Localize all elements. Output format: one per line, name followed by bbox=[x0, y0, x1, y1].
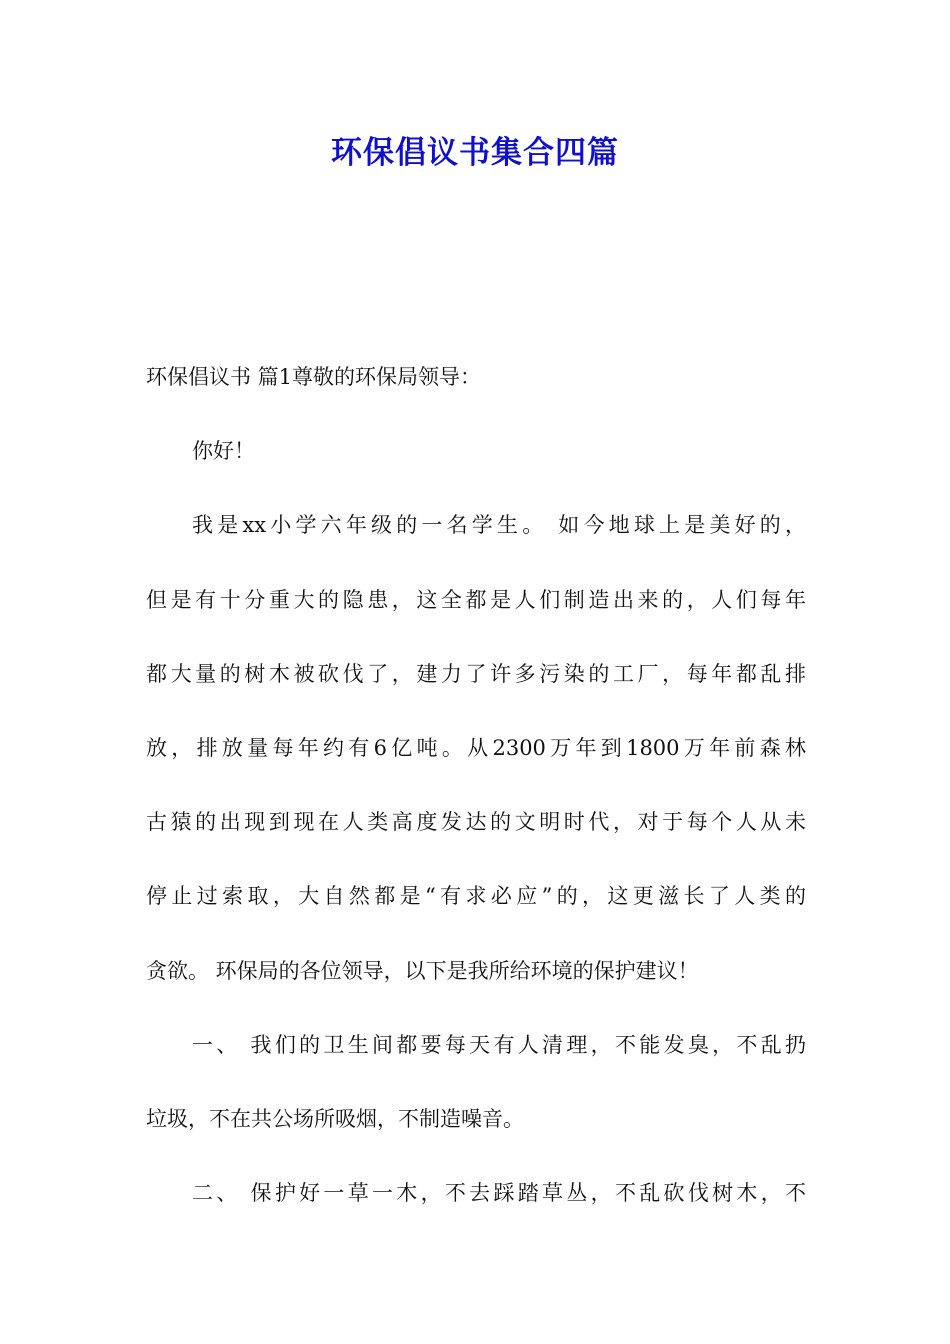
body-line: 停止过索取，大自然都是“有求必应”的，这更滋长了人类的 bbox=[146, 884, 806, 909]
body-line: 古猿的出现到现在人类高度发达的文明时代，对于每个人从未 bbox=[146, 810, 806, 835]
body-line: 都大量的树木被砍伐了，建力了许多污染的工厂，每年都乱排 bbox=[146, 661, 806, 686]
body-line-greeting: 你好！ bbox=[192, 439, 255, 464]
body-line: 放，排放量每年约有6亿吨。从2300万年到1800万年前森林 bbox=[146, 735, 806, 760]
body-line-item-two: 二、 保护好一草一木，不去踩踏草丛，不乱砍伐树木，不 bbox=[192, 1181, 806, 1206]
document-title: 环保倡议书集合四篇 bbox=[331, 135, 619, 171]
body-line-salutation: 环保倡议书 篇1尊敬的环保局领导： bbox=[146, 365, 482, 389]
body-line: 我是xx小学六年级的一名学生。 如今地球上是美好的， bbox=[192, 513, 806, 538]
body-line: 垃圾，不在共公场所吸烟，不制造噪音。 bbox=[146, 1106, 524, 1131]
document-body bbox=[146, 340, 806, 1230]
body-line-item-one: 一、 我们的卫生间都要每天有人清理，不能发臭，不乱扔 bbox=[192, 1032, 806, 1057]
body-line: 贪欲。 环保局的各位领导，以下是我所给环境的保护建议！ bbox=[146, 958, 699, 983]
body-line: 但是有十分重大的隐患，这全都是人们制造出来的，人们每年 bbox=[146, 587, 806, 612]
